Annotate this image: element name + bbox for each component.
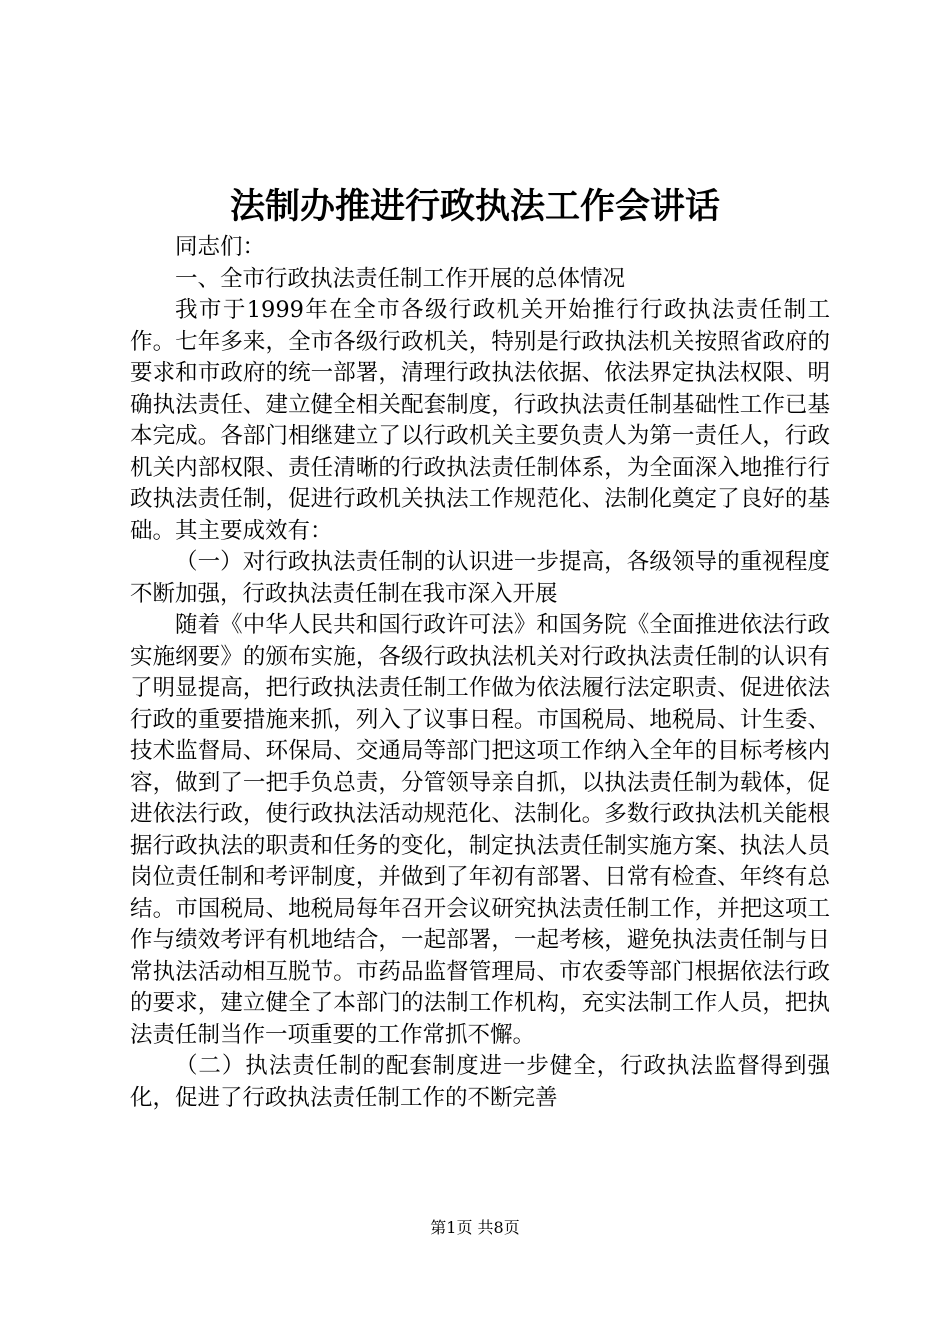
document-body [130, 232, 830, 1114]
page-number-footer: 第1页 共8页 [430, 1218, 520, 1237]
subsection-heading-2: （二）执法责任制的配套制度进一步健全，行政执法监督得到强化，促进了行政执法责任制工作的不断完善 [130, 1053, 830, 1111]
paragraph: 随着《中华人民共和国行政许可法》和国务院《全面推进依法行政实施纲要》的颁布实施，各级行政执法机关对行政执法责任制的认识有了明显提高，把行政执法责任制工作做为依法履行法定职责、促进依法行政的重要措施来抓，列入了议事日程。市国税局、地税局、计生委、技术监督局、环保局、交通局等部门把这项工作纳入全年的目标考核内容，做到了一把手负总责，分管领导亲自抓，以执法责任制为载体，促进依法行政，使行政执法活动规范化、法制化。多数行政执法机关能根据行政执法的职责和任务的变化，制定执法责任制实施方案、执法人员岗位责任制和考评制度，并做到了年初有部署、日常有检查、年终有总结。市国税局、地税局每年召开会议研究执法责任制工作，并把这项工作与绩效考评有机地结合，一起部署，一起考核，避免执法责任制与日常执法活动相互脱节。市药品监督管理局、市农委等部门根据依法行政的要求，建立健全了本部门的法制工作机构，充实法制工作人员，把执法责任制当作一项重要的工作常抓不懈。 [130, 612, 830, 1048]
paragraph: 我市于1999年在全市各级行政机关开始推行行政执法责任制工作。七年多来，全市各级行政机关，特别是行政执法机关按照省政府的要求和市政府的统一部署，清理行政执法依据、依法界定执法权限、明确执法责任、建立健全相关配套制度，行政执法责任制基础性工作已基本完成。各部门相继建立了以行政机关主要负责人为第一责任人，行政机关内部权限、责任清晰的行政执法责任制体系，为全面深入地推行行政执法责任制，促进行政机关执法工作规范化、法制化奠定了良好的基础。其主要成效有： [130, 297, 830, 544]
document-title: 法制办推进行政执法工作会讲话 [229, 186, 720, 227]
salutation: 同志们： [175, 234, 266, 260]
section-heading-1: 一、全市行政执法责任制工作开展的总体情况 [175, 265, 626, 292]
subsection-heading-1: （一）对行政执法责任制的认识进一步提高，各级领导的重视程度不断加强，行政执法责任制在我市深入开展 [130, 549, 830, 607]
